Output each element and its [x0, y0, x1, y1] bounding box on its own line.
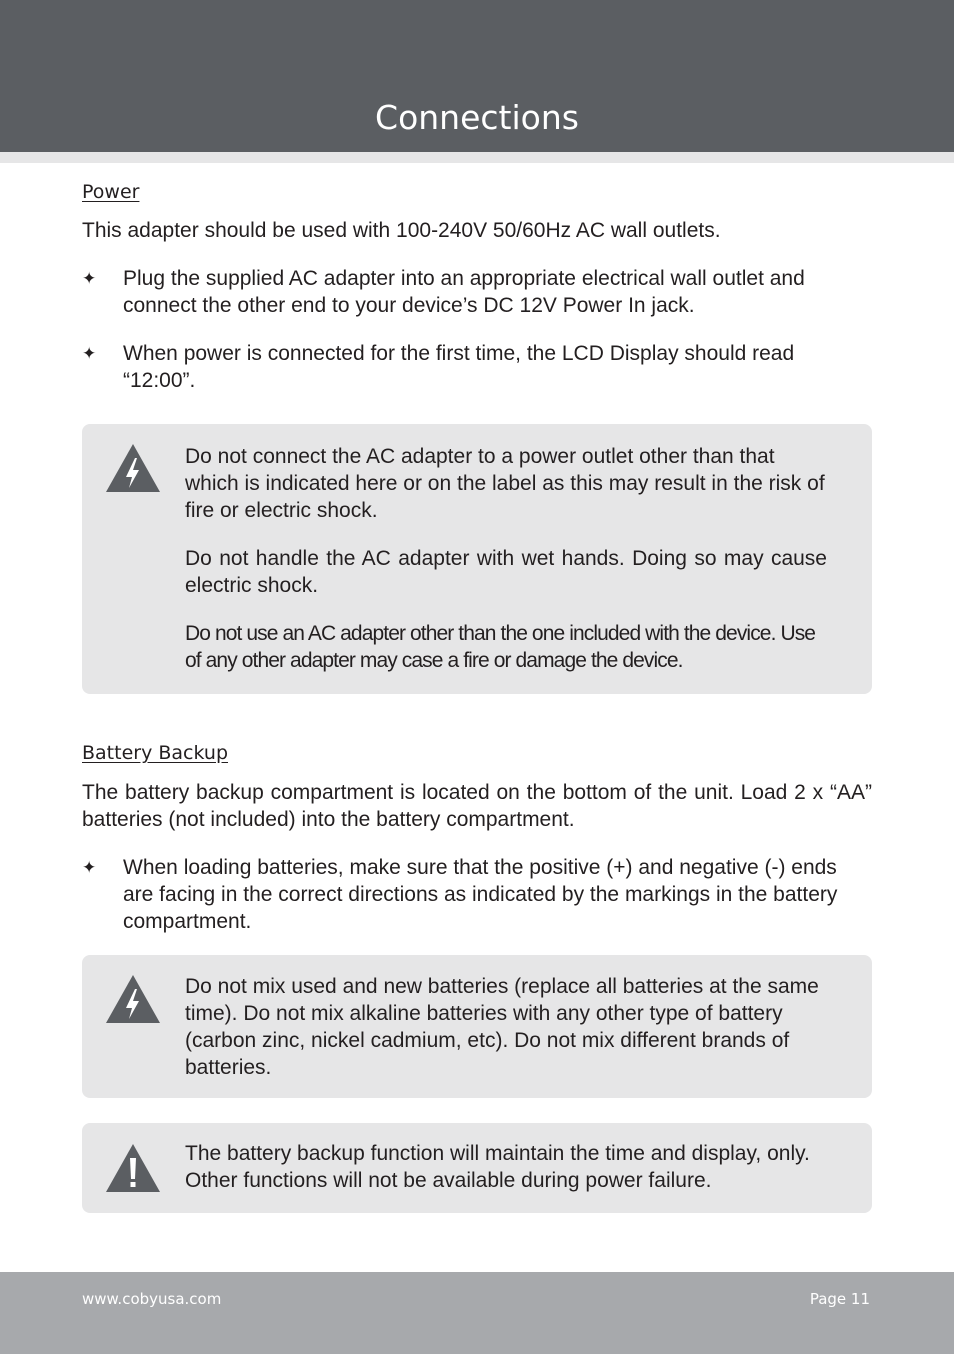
- battery-intro: The battery backup compartment is located on the bottom of the unit. Load 2 x “AA” batteries (not included) into the battery compartment.: [82, 781, 872, 831]
- page-number: Page 11: [809, 1290, 870, 1308]
- footer-url: www.cobyusa.com: [82, 1290, 222, 1308]
- power-warning-2: Do not handle the AC adapter with wet hands. Doing so may cause electric shock.: [185, 547, 827, 597]
- battery-warning: Do not mix used and new batteries (replace all batteries at the same time). Do not mix alkaline batteries with any other type of battery (carbon zinc, nickel cadmium, etc). Do not mix different brands of batteries.: [185, 975, 819, 1079]
- electric-shock-warning-icon: [104, 442, 162, 494]
- bullet-text: Plug the supplied AC adapter into an appropriate electrical wall outlet and connect the other end to your device’s DC 12V Power In jack.: [123, 267, 805, 317]
- power-bullet-2: [82, 340, 872, 394]
- power-warning-3: Do not use an AC adapter other than the one included with the device. Use of any other adapter may case a fire or damage the device.: [185, 622, 816, 672]
- power-warning-1: Do not connect the AC adapter to a power outlet other than that which is indicated here or on the label as this may result in the risk of fire or electric shock.: [185, 445, 825, 522]
- power-intro: This adapter should be used with 100-240V 50/60Hz AC wall outlets.: [82, 219, 721, 242]
- power-bullet-1: [82, 265, 872, 319]
- battery-bullet-1: [82, 854, 872, 935]
- page-title: Connections: [375, 98, 579, 137]
- page-footer: [0, 1272, 954, 1354]
- bullet-icon: ✦: [82, 344, 97, 363]
- bullet-icon: ✦: [82, 858, 97, 877]
- exclamation-warning-icon: [104, 1142, 162, 1194]
- bullet-text: When loading batteries, make sure that the positive (+) and negative (-) ends are facing in the correct directions as indicated by the markings in the battery compartment.: [123, 856, 838, 933]
- header-divider: [0, 152, 954, 163]
- page-header: [0, 0, 954, 152]
- battery-warning-box: [82, 955, 872, 1098]
- power-heading: Power: [82, 181, 140, 203]
- battery-note-box: [82, 1123, 872, 1213]
- electric-shock-warning-icon: [104, 973, 162, 1025]
- bullet-text: When power is connected for the first time, the LCD Display should read “12:00”.: [123, 342, 795, 392]
- battery-heading: Battery Backup: [82, 742, 229, 764]
- battery-note: The battery backup function will maintain the time and display, only. Other functions will not be available during power failure.: [185, 1142, 810, 1192]
- bullet-icon: ✦: [82, 269, 97, 288]
- power-warning-box: [82, 424, 872, 694]
